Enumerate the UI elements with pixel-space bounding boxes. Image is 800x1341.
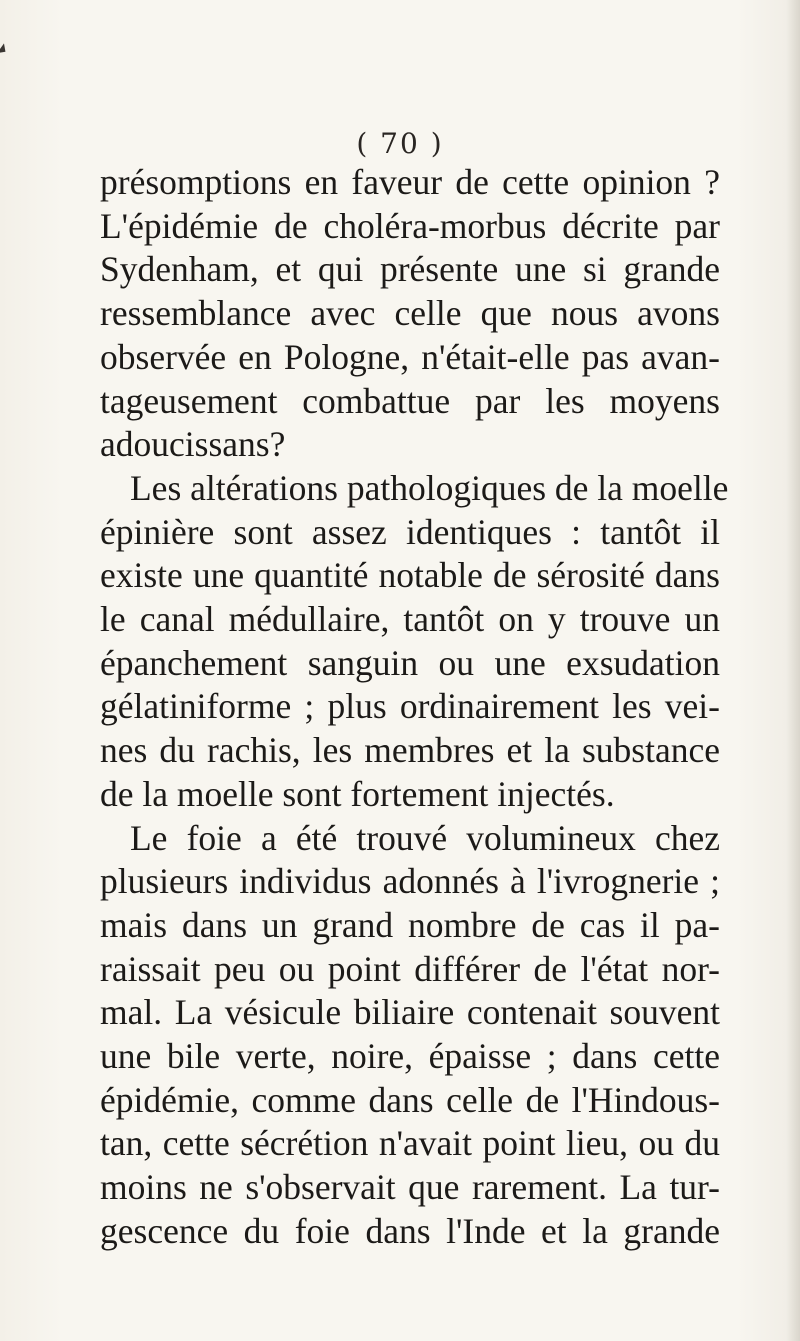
text-line: observée en Pologne, n'était-elle pas avan- — [100, 336, 720, 377]
text-line: de la moelle sont fortement injectés. — [100, 773, 615, 814]
page-number: ( 70 ) — [356, 127, 444, 160]
text-line: le canal médullaire, tantôt on y trouve un — [100, 599, 720, 640]
corner-mark — [0, 43, 9, 56]
text-line: gélatiniforme ; plus ordinairement les vei- — [100, 686, 720, 727]
text-line: adoucissans? — [100, 424, 286, 465]
text-line: tan, cette sécrétion n'avait point lieu, ou du — [100, 1123, 720, 1164]
text-line: tageusement combattue par les moyens — [100, 380, 720, 421]
body-text — [100, 161, 729, 1254]
text-line: épinière sont assez identiques : tantôt il — [100, 511, 720, 552]
text-line: Sydenham, et qui présente une si grande — [100, 249, 720, 290]
text-line: gescence du foie dans l'Inde et la grande — [100, 1210, 720, 1251]
text-line: épidémie, comme dans celle de l'Hindous- — [100, 1079, 720, 1120]
text-line: mais dans un grand nombre de cas il pa- — [100, 904, 720, 945]
text-line: ressemblance avec celle que nous avons — [100, 293, 720, 334]
text-line: Le foie a été trouvé volumineux chez — [130, 817, 720, 858]
text-line: épanchement sanguin ou une exsudation — [100, 642, 720, 683]
text-line: mal. La vésicule biliaire contenait souvent — [100, 992, 720, 1033]
text-line: existe une quantité notable de sérosité dans — [100, 555, 720, 596]
text-line: nes du rachis, les membres et la substance — [100, 730, 720, 771]
text-line: plusieurs individus adonnés à l'ivrognerie ; — [100, 861, 720, 902]
text-line: L'épidémie de choléra-morbus décrite par — [100, 205, 720, 246]
text-line: une bile verte, noire, épaisse ; dans cette — [100, 1036, 720, 1077]
text-line: présomptions en faveur de cette opinion ? — [100, 162, 720, 202]
page-edge-shadow — [786, 0, 800, 1341]
text-line: moins ne s'observait que rarement. La tur- — [100, 1167, 720, 1208]
text-line: Les altérations pathologiques de la moelle — [130, 467, 729, 508]
text-line: raissait peu ou point différer de l'état nor- — [100, 948, 720, 989]
